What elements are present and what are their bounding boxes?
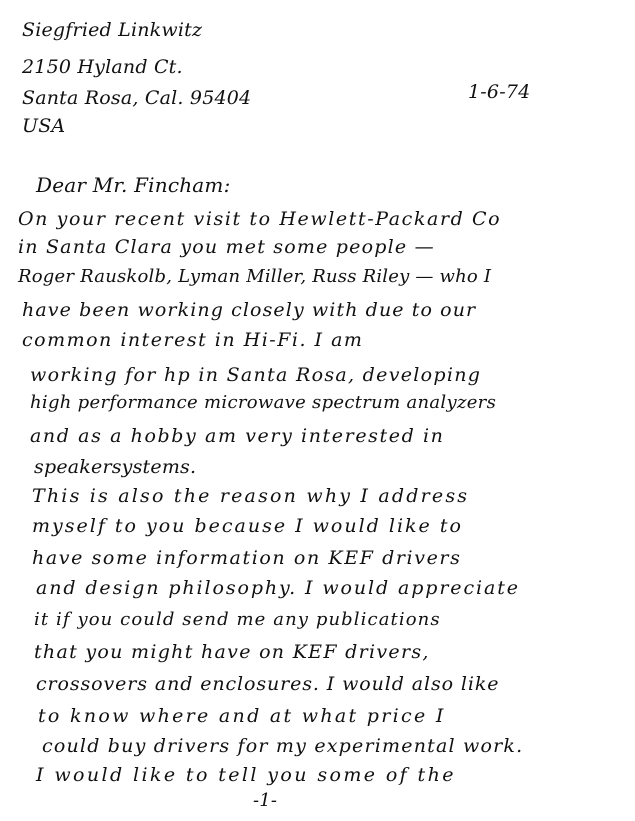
body-line: to know where and at what price I (38, 705, 446, 727)
body-line: working for hp in Santa Rosa, developing (30, 364, 482, 386)
body-line: have some information on KEF drivers (32, 547, 462, 569)
body-line: Roger Rauskolb, Lyman Miller, Russ Riley — who I (18, 266, 492, 287)
body-line: This is also the reason why I address (32, 485, 470, 507)
sender-city: Santa Rosa, Cal. 95404 (22, 87, 252, 109)
body-line: could buy drivers for my experimental work. (42, 735, 524, 757)
body-line: speakersystems. (34, 456, 197, 478)
body-line: in Santa Clara you met some people — (18, 236, 435, 258)
salutation: Dear Mr. Fincham: (36, 173, 231, 197)
sender-name: Siegfried Linkwitz (22, 19, 203, 41)
body-line: myself to you because I would like to (32, 515, 463, 537)
body-line: I would like to tell you some of the (36, 764, 456, 786)
body-line: crossovers and enclosures. I would also like (36, 673, 500, 695)
body-line: have been working closely with due to our (22, 299, 477, 321)
body-line: high performance microwave spectrum analyzers (30, 392, 497, 413)
body-line: On your recent visit to Hewlett-Packard Co (18, 208, 502, 230)
sender-country: USA (22, 115, 66, 137)
body-line: and design philosophy. I would appreciate (36, 577, 520, 599)
body-line: common interest in Hi-Fi. I am (22, 329, 364, 351)
body-line: it if you could send me any publications (34, 609, 441, 630)
body-line: and as a hobby am very interested in (30, 425, 445, 447)
body-line: that you might have on KEF drivers, (34, 641, 430, 663)
page-number: -1- (253, 790, 278, 811)
sender-street: 2150 Hyland Ct. (22, 56, 183, 78)
letter-date: 1-6-74 (468, 81, 531, 103)
